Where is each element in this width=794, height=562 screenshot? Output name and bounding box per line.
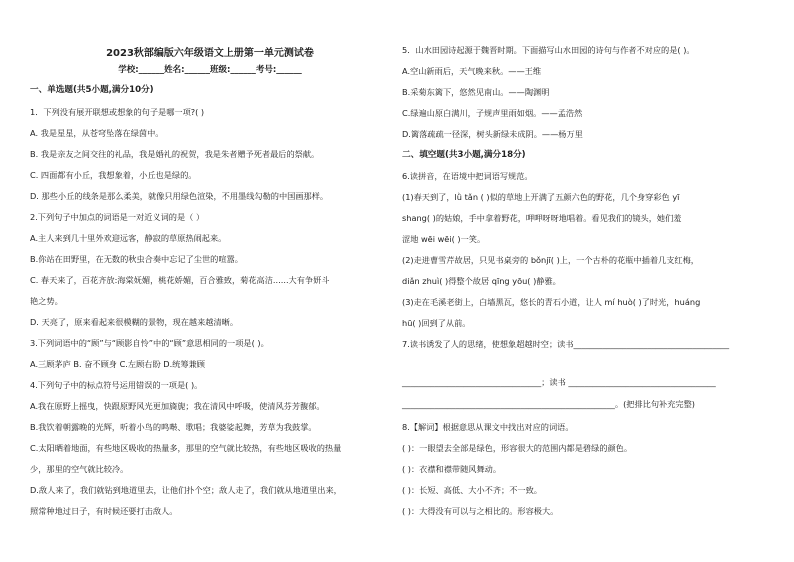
q8-item-4: ( )：大得没有可以与之相比的。形容极大。: [402, 506, 559, 516]
q2-option-b: B.你站在田野里，在无数的秋虫合奏中忘记了尘世的喧嚣。: [30, 254, 243, 264]
q8-item-1: ( )：一眼望去全部是绿色，形容很大的范围内都是碧绿的颜色。: [402, 443, 633, 453]
q4-option-c-cont: 少，那里的空气就比较冷。: [30, 464, 129, 474]
q1-option-a: A. 我是星星，从苍穹坠落在绿茵中。: [30, 128, 164, 138]
section-heading-fill-blank: 二、填空题(共3小题,满分18分): [402, 150, 526, 160]
q5-option-c: C.绿遍山原白满川，子规声里雨如烟。——孟浩然: [402, 108, 583, 118]
q6-part2-line1: (2)走进曹雪芹故居，只见书桌旁的 bǒnjī( )上，一个古朴的花瓶中插着几支红梅，: [402, 255, 699, 265]
q4-option-d: D.敌人来了，我们就钻到地道里去，让他们扑个空；敌人走了，我们就从地道里出来，: [30, 485, 342, 495]
q5-option-d: D.篱落疏疏一径深，树头新绿未成阴。——杨万里: [402, 129, 583, 139]
q4-option-b: B.我饮着朝露晚的光辉，听着小鸟的鸣啭、歌唱；我婆娑起舞，芳草为我鼓掌。: [30, 422, 317, 432]
q6-part3-line1: (3)走在毛溪老街上，白墙黑瓦，悠长的青石小道，让人 mí huò( )了时光，huáng: [402, 297, 701, 307]
q2-option-a: A.主人来到几十里外欢迎远客，静寂的草原热闹起来。: [30, 233, 227, 243]
q8-item-2: ( )：衣襟和襟带随风舞动。: [402, 464, 502, 474]
q8-item-3: ( )：长短、高低、大小不齐；不一致。: [402, 485, 542, 495]
q4-option-c: C.太阳晒着地面，有些地区吸收的热量多，那里的空气就比较热，有些地区吸收的热量: [30, 443, 342, 453]
q6-part3-line2: hū( )回到了从前。: [402, 318, 471, 328]
q2-option-d: D. 天亮了，原来看起来很模糊的景物，现在越来越清晰。: [30, 317, 239, 327]
q6-part1-line1: (1)春天到了，lǜ tǎn ( )似的草地上开满了五颜六色的野花，几个身穿彩色 yī: [402, 192, 680, 202]
q2-option-c: C. 春天来了，百花齐放:海棠妩媚，桃花娇媚，百合雅致，菊花高洁......大有争妍斗: [30, 275, 330, 285]
q1-option-b: B. 我是亲友之间交往的礼品，我是婚礼的祝贺，我是朱者赠予死者最后的祭献。: [30, 149, 320, 159]
q5-option-a: A.空山新雨后，天气晚来秋。——王维: [402, 66, 542, 76]
q1-option-d: D. 那些小丘的线条是那么柔美，就像只用绿色渲染，不用墨线勾勒的中国画那样。: [30, 191, 329, 201]
question-2: 2.下列句子中加点的词语是一对近义词的是（ ）: [30, 212, 205, 222]
q6-part1-line2: shang( )的姑娘，手中拿着野花，呷呷呀呀地唱着。看见我们的镜头，她们羞: [402, 213, 682, 223]
q7-line2: __________________________________；读书 ____________________________________: [402, 377, 716, 387]
exam-title: 2023秋部编版六年级语文上册第一单元测试卷: [106, 48, 314, 59]
q4-option-d-cont: 照常种地过日子，有时候还要打击敌人。: [30, 506, 178, 516]
q4-option-a: A.我在原野上摇曳，快跟原野风光更加旖旎；我在清风中呼吸，使清风芬芳馥郁。: [30, 401, 325, 411]
q1-option-c: C. 四面都有小丘，我想象着，小丘也是绿的。: [30, 170, 197, 180]
question-3: 3.下列词语中的“顾”与“顾影自怜”中的“顾”意思相同的一项是( )。: [30, 338, 269, 348]
q6-part1-line3: 涩地 wēi wēi( )一笑。: [402, 234, 486, 244]
question-1: 1．下列没有展开联想或想象的句子是哪一项?( ): [30, 107, 205, 117]
student-info-line: 学校:______姓名:______班级:______考号:______: [118, 65, 302, 75]
q6-part2-line2: diǎn zhuì( )得整个故居 qīng yōu( )静雅。: [402, 276, 561, 286]
q3-options: A.三顾茅庐 B. 奋不顾身 C.左顾右盼 D.统筹兼顾: [30, 359, 205, 369]
q5-option-b: B.采菊东篱下，悠然见南山。——陶渊明: [402, 87, 550, 97]
question-4: 4.下列句子中的标点符号运用错误的一项是( )。: [30, 380, 203, 390]
q7-line3: ____________________________________________________。(把排比句补充完整): [402, 399, 695, 409]
section-heading-single-choice: 一、单选题(共5小题,满分10分): [30, 85, 154, 95]
question-7: 7.读书诱发了人的思绪，使想象超越时空；读书______________________________________: [402, 339, 730, 349]
q2-option-c-cont: 艳之势。: [30, 296, 63, 306]
question-6: 6.读拼音，在语境中把词语写规范。: [402, 171, 533, 181]
question-8: 8.【解词】根据意思从课文中找出对应的词语。: [402, 422, 574, 432]
question-5: 5．山水田园诗起源于魏晋时期。下面描写山水田园的诗句与作者不对应的是( )。: [402, 45, 695, 55]
